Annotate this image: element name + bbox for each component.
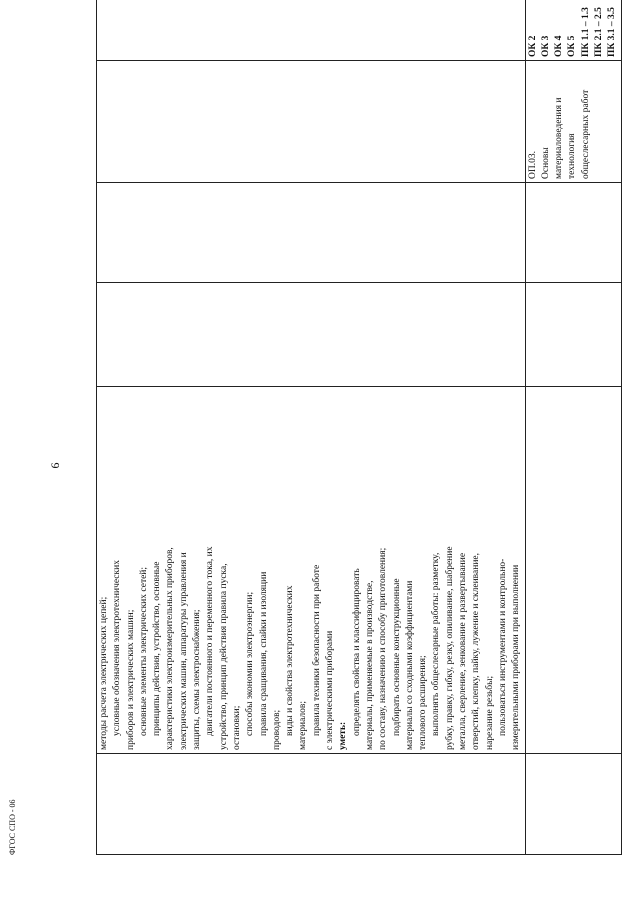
text-line: материалы со сходными коэффициентами — [404, 580, 415, 750]
text-line: основные элементы электрических сетей; — [138, 566, 149, 736]
skills-cell-cont — [525, 387, 621, 754]
empty-cell-discipline-top — [97, 61, 526, 183]
discipline-line: общеслесарных работ — [580, 89, 591, 179]
text-line: теплового расширения; — [418, 655, 429, 750]
competency-code: ПК 3.1 – 3.5 — [607, 7, 618, 57]
knowledge-skills-cell — [97, 387, 526, 754]
discipline-line: материаловедения и — [554, 97, 565, 179]
text-line: подбирать основные конструкционные — [391, 578, 402, 736]
text-line: методы расчета электрических цепей; — [99, 596, 109, 750]
text-line: принципы действия, устройство, основные — [152, 561, 163, 736]
competency-code: ОК 4 — [554, 35, 565, 57]
text-line: материалы, применяемые в производстве, — [364, 580, 375, 750]
empty-cell-hours-max-b — [525, 283, 621, 387]
text-line: защиты, схемы электроснабжения; — [192, 609, 203, 750]
text-line: виды и свойства электротехнических — [285, 585, 296, 736]
text-line: металла, сверление, зенкование и развертывание — [458, 552, 469, 750]
footer-code: ФГОС СПО - 06 — [8, 799, 17, 855]
competency-code: ОК 3 — [540, 35, 551, 57]
text-line: правила техники безопасности при работе — [311, 564, 322, 736]
empty-cell-codes-top — [97, 0, 526, 61]
text-line: отверстий, клепку, пайку, лужение и склеивание, — [471, 552, 482, 750]
text-line: характеристики электроизмерительных приборов, — [165, 547, 176, 750]
text-line: способы экономии электроэнергии; — [245, 591, 256, 736]
text-line: материалов; — [298, 700, 309, 750]
text-line: уметь: — [338, 721, 349, 750]
empty-cell-index-b — [525, 754, 621, 855]
text-line: остановки; — [231, 705, 242, 750]
text-line: рубку, правку, гибку, резку, опиливание, шабрение — [444, 546, 455, 750]
text-line: с электрическими приборами — [325, 630, 336, 750]
competency-codes — [527, 0, 620, 57]
curriculum-table — [96, 0, 622, 855]
text-line: определять свойства и классифицировать — [351, 568, 362, 736]
competency-codes-cell — [525, 0, 621, 61]
text-line: приборов и электрических машин; — [125, 609, 136, 750]
text-line: устройство, принцип действия правила пуска, — [218, 563, 229, 750]
text-line: проводов; — [271, 709, 282, 750]
text-line: по составу, назначению и способу приготовления; — [378, 547, 389, 750]
knowledge-skills-text — [98, 390, 524, 750]
text-line: пользоваться инструментами и контрольно- — [497, 558, 508, 736]
discipline-name — [527, 64, 593, 179]
empty-cell-index — [97, 754, 526, 855]
empty-cell-hours-max — [97, 283, 526, 387]
discipline-cell — [525, 61, 621, 183]
competency-code: ОК 5 — [567, 35, 578, 57]
page-number: 9 — [48, 462, 63, 469]
competency-code: ОК 2 — [527, 35, 538, 57]
text-line: двигатели постоянного и переменного тока, их — [205, 546, 216, 736]
discipline-line: технология — [567, 133, 578, 179]
text-line: правила сращивания, спайки и изоляции — [258, 571, 269, 736]
discipline-line: ОП.03. — [527, 151, 538, 179]
competency-code: ПК 1.1 – 1.3 — [580, 7, 591, 57]
curriculum-table-rotated — [96, 7, 618, 855]
competency-code: ПК 2.1 – 2.5 — [593, 7, 604, 57]
text-line: измерительными приборами при выполнении — [511, 564, 522, 750]
text-line: нарезание резьбы; — [484, 675, 495, 750]
text-line: выполнять общеслесарные работы: разметку, — [431, 552, 442, 736]
empty-cell-hours-class-b — [525, 183, 621, 283]
text-line: электрических машин, аппаратуры управления и — [178, 552, 189, 750]
discipline-line: Основы — [540, 147, 551, 179]
text-line: условные обозначения электротехнических — [112, 560, 123, 736]
empty-cell-hours-class — [97, 183, 526, 283]
